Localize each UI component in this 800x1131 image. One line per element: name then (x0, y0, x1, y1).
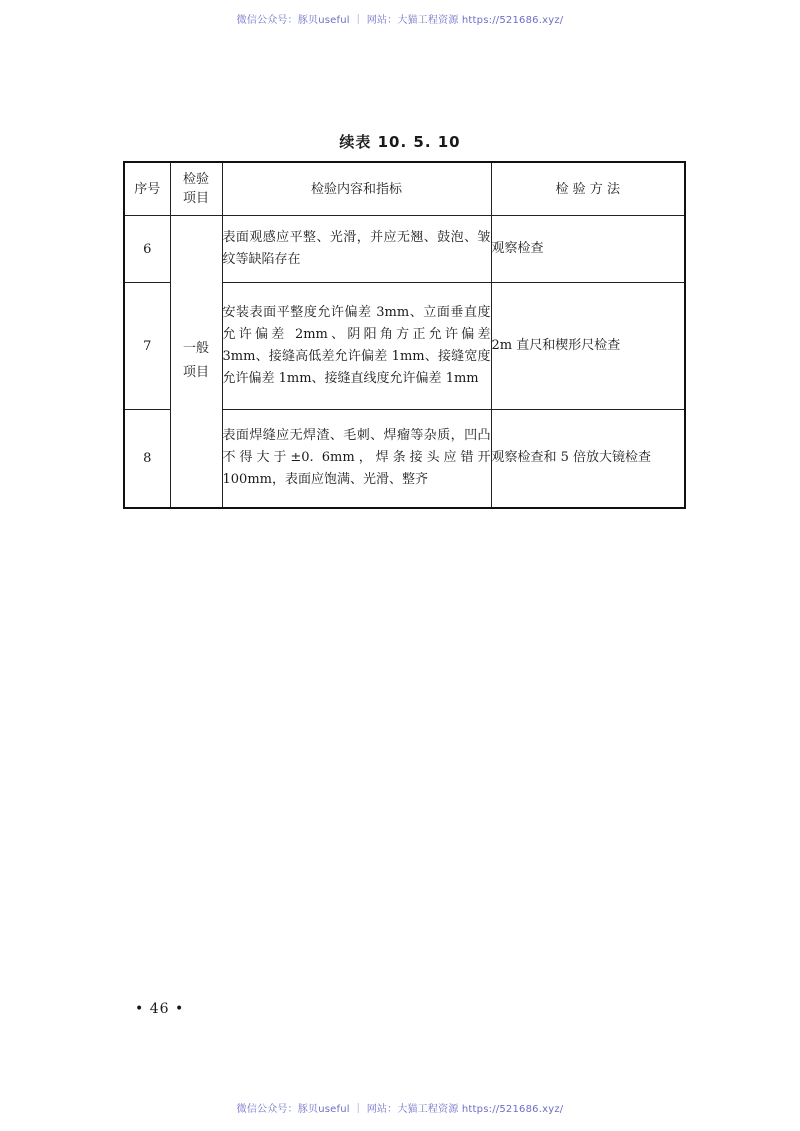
row-content: 表面观感应平整、光滑，并应无翘、鼓泡、皱纹等缺陷存在 (222, 216, 491, 283)
row-number: 6 (124, 216, 170, 283)
row-content: 表面焊缝应无焊渣、毛刺、焊瘤等杂质，凹凸不得大于±0. 6mm，焊条接头应错开 100mm，表面应饱满、光滑、整齐 (222, 410, 491, 508)
row-method: 观察检查 (491, 216, 685, 283)
header-item: 检验 项目 (170, 162, 222, 216)
watermark-bottom: 微信公众号：豚贝useful ｜ 网站：大猫工程资源 https://521686.xyz/ (236, 1104, 564, 1115)
header-no: 序号 (124, 162, 170, 216)
row-number: 7 (124, 283, 170, 410)
row-method: 2m 直尺和楔形尺检查 (491, 283, 685, 410)
table-title: 续表 10. 5. 10 (339, 133, 461, 151)
watermark-top: 微信公众号：豚贝useful ｜ 网站：大猫工程资源 https://521686.xyz/ (236, 15, 564, 26)
row-content: 安装表面平整度允许偏差 3mm、立面垂直度允许偏差 2mm、阴阳角方正允许偏差 3mm、接缝高低差允许偏差 1mm、接缝宽度允许偏差 1mm、接缝直线度允许偏差 1mm (222, 283, 491, 410)
item-group-label: 一般 项目 (170, 216, 222, 508)
header-content: 检验内容和指标 (222, 162, 491, 216)
row-method: 观察检查和 5 倍放大镜检查 (491, 410, 685, 508)
table-row (124, 216, 685, 283)
table-header-row (124, 162, 685, 216)
inspection-table (123, 161, 686, 509)
row-number: 8 (124, 410, 170, 508)
header-method: 检 验 方 法 (491, 162, 685, 216)
page-number: • 46 • (135, 1001, 185, 1017)
